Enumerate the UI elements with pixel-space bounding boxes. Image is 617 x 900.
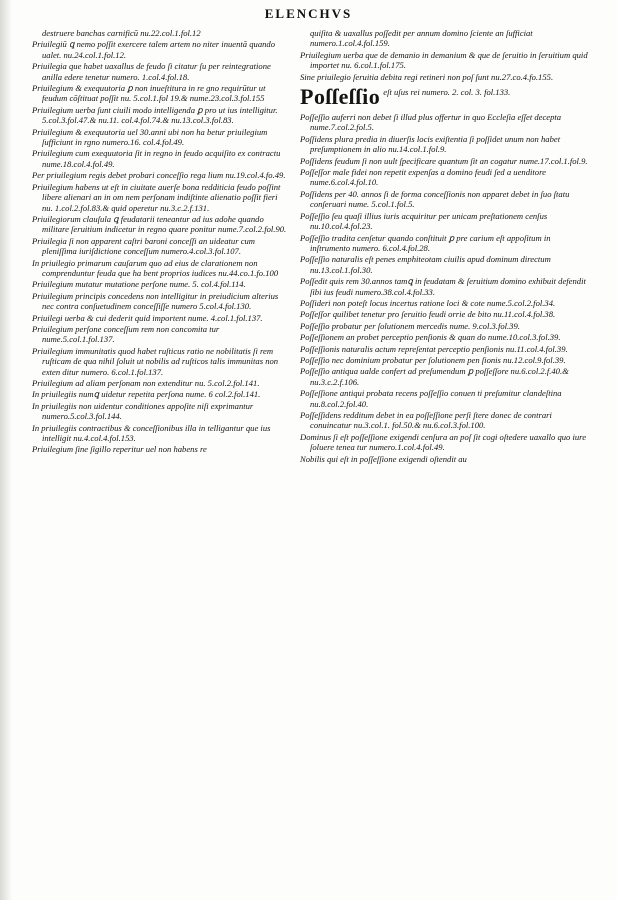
running-header: ELENCHVS (264, 6, 353, 21)
index-entry: Priuilegium habens ut eſt in ciuitate auerſe bona redditicia feudo poſſint libere alienari an in om nem perſonam indiſtinte alienatio poſſit fieri nu. 1.col.2.fol.83.& quid operetur nu.3.c.2.f.131. (32, 181, 281, 213)
index-entry: Poſſeſſione antiqui probata recens poſſeſſio conuen ti preſumitur clandeſtina nu.8.col.2.fol.40. (300, 388, 562, 409)
index-entry: Poſſeſſionis naturalis actum repreſentat perceptio penſionis nu.11.col.4.fol.39. (300, 343, 568, 354)
index-entry: Priuilegium uerba ſunt ciuili modo intelligenda ꝑ pro ut ius intelligitur. 5.col.3.fol.47.& nu.11. col.4.fol.74.& nu.13.col.3.fol.83. (32, 104, 278, 126)
right-column-top (300, 28, 590, 82)
index-entry: In priuilegiis contractibus & conceſſionibus illa in telligantur que ius intelligit nu.4.col.4.fol.153. (32, 422, 271, 444)
index-entry: Poſſidens feudum ſi non uult ſpecificare quantum ſit an cogatur nume.17.col.1.fol.9. (300, 155, 588, 166)
index-entry: Priuilegium ad aliam perſonam non extenditur nu. 5.col.2.fol.141. (32, 378, 260, 388)
index-entry: Poſſeſſionem an probet perceptio penſionis & quan do nume.10.col.3.fol.39. (300, 332, 561, 343)
right-column (300, 28, 590, 465)
index-entry: Poſſedit quis rem 30.annos tamꝗ in feudatam & ſeruitium domino exhibuit defendit ſibi ius feudi numero.38.col.4.fol.33. (300, 276, 586, 297)
index-entry: Priuilegium perſone conceſſum rem non concomita tur nume.5.col.1.fol.137. (32, 323, 220, 345)
left-column (32, 28, 290, 456)
index-entry: Priuilegia ſi non apparent caſtri baroni conceſſi an uideatur cum pleniſſima iuriſdictione conceſſum numero.4.col.3.fol.107. (32, 235, 256, 257)
index-entry: Nobilis qui eſt in poſſeſſione exigendi oſtendit au (300, 453, 467, 464)
index-entry: In priuilegiis non uidentur conditiones appoſite niſi exprimantur numero.5.col.3.fol.144. (32, 400, 254, 422)
index-entry: Poſſeſſio naturalis eſt penes emphiteotam ciuilis apud dominum directum nu.13.col.1.fol.30. (300, 254, 551, 275)
index-entry: Poſſeſſio nec dominium probatur per ſolutionem pen ſionis nu.12.col.9.fol.39. (300, 354, 566, 365)
index-entry: Priuilegium principis concedens non intelligitur in preiudicium alterius nec contra conſuetudinem conceſſiſſe numero 5.col.4.fol.130. (32, 290, 279, 312)
index-entry: Priuilegium & exequutoria uel 30.anni ubi non ha betur priuilegium ſufficiunt in rgno numero.16. col.4.fol.49. (32, 126, 268, 148)
index-entry: Poſſeſſio probatur per ſolutionem mercedis nume. 9.col.3.fol.39. (300, 320, 520, 331)
index-entry: Priuilegium & exequutoria ꝑ non inueſtitura in re gno requirūtur ut feudum cōſtituat poſſit nu. 5.col.1.fol 19.& nume.23.col.3.fol.155 (32, 83, 266, 104)
section-heading-text: eſt uſus rei numero. 2. col. 3. fol.133. (383, 87, 511, 98)
index-entry: Priuilegiū ꝗ nemo poſſit exercere talem artem no niter inuentā quando ualet. nu.24.col.1.fol.12. (32, 39, 276, 60)
index-entry: Priuilegium uerba que de demanio in demanium & que de ſeruitio in ſeruitium quid importet nu. 6.col.1.fol.175. (300, 49, 588, 71)
gutter-shadow (0, 0, 12, 900)
index-entry: Poſſidens per 40. annos ſi de forma conceſſionis non apparet debet in ſuo ſtatu conſeruari nume. 5.col.1.fol.5. (300, 188, 570, 210)
index-entry: Poſſeſſio antiqua ualde confert ad preſumendum ꝑ poſſeſſore nu.6.col.2.f.40.& nu.3.c.2.f.106. (300, 366, 569, 387)
index-entry: quiſita & uaxallus poſſedit per annum domino ſciente an ſufficiat numero.1.col.4.fol.159. (310, 28, 533, 49)
index-entry: Poſſideri non poteſt locus incertus ratione loci & cote nume.5.col.2.fol.34. (300, 297, 556, 308)
index-entry: Priuilegiorum clauſula ꝗ feudatarii teneantur ad ius adohe quando militare ſeruitium indicetur in regno quare ponitur nume.7.col.2.fol.90. (32, 213, 287, 235)
index-entry: Poſſeſſidens redditum debet in ea poſſeſſione perſi ſtere donec de contrari conuincatur nu.3.col.1. fol.50.& nu.6.col.3.fol.100. (300, 410, 552, 431)
index-entry: Poſſeſſor quilibet tenetur pro ſeruitio feudi orrie de bito nu.11.col.4.fol.38. (300, 309, 556, 320)
index-entry: In priuilegio primarum cauſarum quo ad eius de clarationem non comprenduntur feuda que ha bent proprios iudices nu.44.co.1.fo.100 (32, 257, 279, 278)
index-entry: Sine priuilegio ſeruitia debita regi retineri non poſ ſunt nu.27.co.4.fo.155. (300, 71, 554, 82)
index-entry: Priuilegia que habet uaxallus de feudo ſi citatur ſu per reintegratione anilla edere tenetur numero. 1.col.4.fol.18. (32, 61, 271, 82)
index-entry: Dominus ſi eſt poſſeſſione exigendi cenſura an poſ ſit cogi oſtedere uaxallo quo iure ſoluere tenea tur numero.1.col.4.fol.49. (300, 431, 587, 453)
index-entry: Poſſeſſio tradita cenſetur quando conſtituit ꝑ pre carium eſt appoſitum in inſtrumento numero. 6.col.4.fol.28. (300, 232, 551, 253)
index-entry: Priuilegi uerba & cui dederit quid importent nume. 4.col.1.fol.137. (32, 312, 263, 323)
index-entry: Poſſidens plura predia in diuerſis locis exiſtentia ſi poſſidet unum non habet preſumptionem in alio nu.14.col.1.fol.9. (300, 133, 561, 155)
right-column-bottom (300, 112, 590, 464)
index-entry: Priuilegium ſine ſigillo reperitur uel non habens re (32, 444, 207, 455)
index-entry: Priuilegium mutatur mutatione perſone nume. 5. col.4.fol.114. (32, 279, 246, 290)
index-entry: Poſſeſſio ſeu quaſi illius iuris acquiritur per unicam preſtationem cenſus nu.10.col.4.fol.23. (300, 210, 548, 232)
index-entry: Per priuilegium regis debet probari conceſſio rega lium nu.19.col.4.fo.49. (32, 170, 286, 181)
index-entry: Poſſeſſor male fidei non repetit expenſas a domino feudi ſed a uenditore nume.6.col.4.fol.10. (300, 167, 546, 188)
index-entry: Priuilegium immunitatis quod habet ruſticus ratio ne nobilitatis ſi rem ruſticam de qua nihil ſoluit ut nobilis ad ruſticos talis immunitas non exten ditur numero. 6.col.1.fol.137. (32, 345, 279, 377)
index-entry: In priuilegiis numꝗ uidetur repetita perſona nume. 6 col.2.fol.141. (32, 389, 261, 400)
section-heading (300, 85, 590, 109)
index-entry: destruere banchas carnificū nu.22.col.1.fol.12 (42, 28, 201, 38)
section-heading-word: Poſſeſſio (300, 84, 381, 110)
index-entry: Priuilegium cum exequutoria ſit in regno in feudo acquiſito ex contractu nume.18.col.4.fol.49. (32, 148, 281, 169)
index-entry: Poſſeſſio auferri non debet ſi illud plus offertur in quo Eccleſia eſſet decepta nume.7.col.2.fol.5. (300, 112, 562, 133)
